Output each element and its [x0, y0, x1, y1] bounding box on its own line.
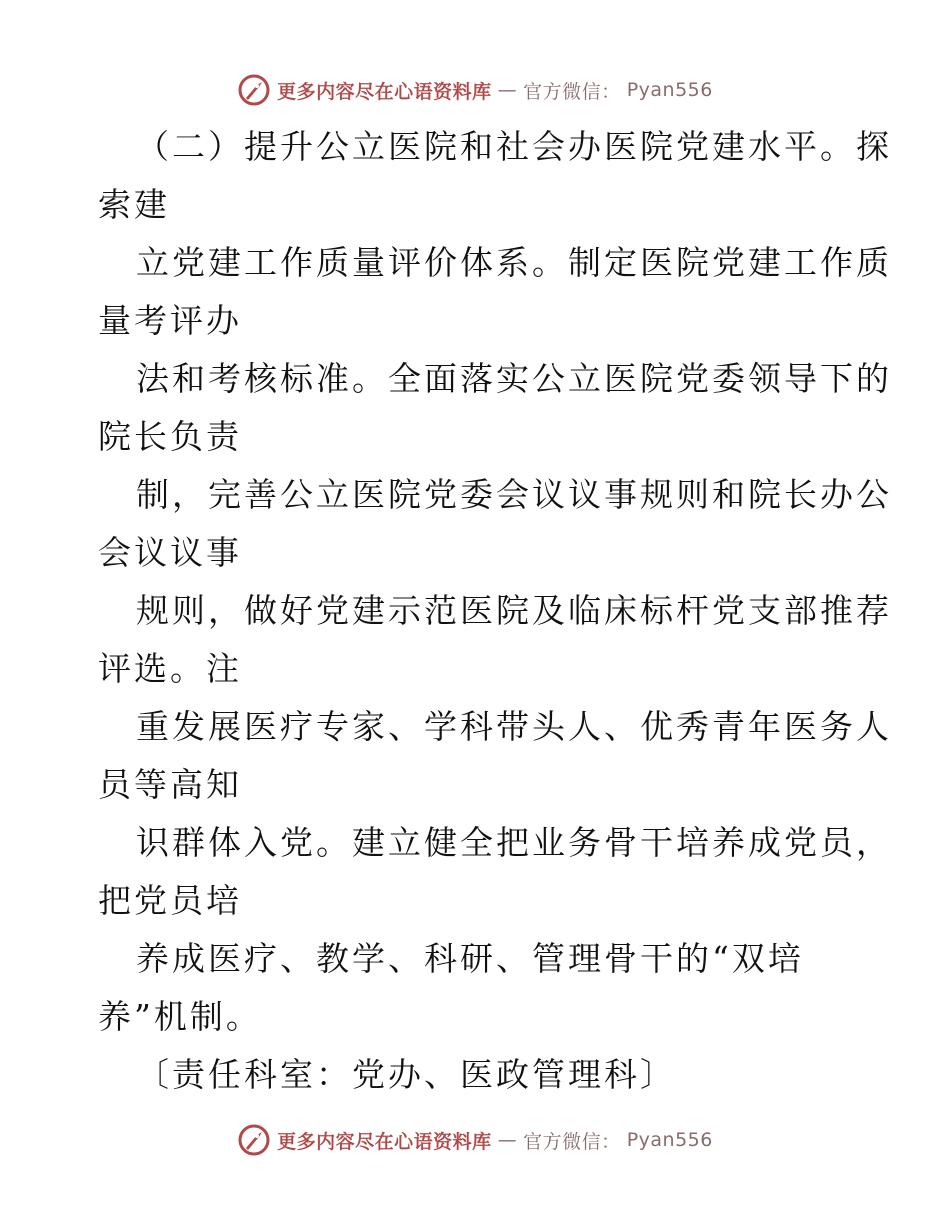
watermark-brand: 更多内容尽在心语资料库: [277, 80, 492, 103]
line-tail: 员等高知: [98, 765, 242, 804]
line-tail: 会议议事: [98, 533, 242, 572]
line-tail: 把党员培: [98, 881, 242, 920]
paragraph-line-6: [98, 698, 892, 814]
paragraph-line-3: [98, 350, 892, 466]
line-lead: 养成医疗、教学、科研、管理骨干的“双培: [136, 939, 804, 978]
line-lead: （二）提升公立医院和社会办医院党建水平。探: [136, 127, 892, 166]
footer-watermark: [0, 1120, 950, 1160]
line-lead: 法和考核标准。全面落实公立医院党委领导下的: [136, 359, 892, 398]
line-lead: 重发展医疗专家、学科带头人、优秀青年医务人: [136, 707, 892, 746]
header-watermark: [0, 70, 950, 110]
line-tail: 院长负责: [98, 417, 242, 456]
document-body: [98, 118, 892, 1104]
watermark-dash: —: [497, 1129, 518, 1151]
line-lead: 立党建工作质量评价体系。制定医院党建工作质: [136, 243, 892, 282]
responsible-department-note: 〔责任科室：党办、医政管理科〕: [136, 1055, 676, 1094]
paragraph-line-7: [98, 814, 892, 930]
line-lead: 识群体入党。建立健全把业务骨干培养成党员，: [136, 823, 892, 862]
paragraph-line-8: [98, 930, 858, 1046]
watermark-brand: 更多内容尽在心语资料库: [277, 1130, 492, 1153]
line-tail: 量考评办: [98, 301, 242, 340]
line-tail: 评选。注: [98, 649, 242, 688]
paragraph-line-5: [98, 582, 892, 698]
paragraph-line-4: [98, 466, 892, 582]
watermark-official: 官方微信：: [523, 80, 621, 103]
pen-nib-logo-icon: [237, 73, 271, 107]
watermark-dash: —: [497, 79, 518, 101]
paragraph-line-1: [98, 118, 892, 234]
line-lead: 制，完善公立医院党委会议议事规则和院长办公: [136, 475, 892, 514]
watermark-wechat-id: Pyan556: [626, 1129, 713, 1151]
line-lead: 规则，做好党建示范医院及临床标杆党支部推荐: [136, 591, 892, 630]
watermark-official: 官方微信：: [523, 1130, 621, 1153]
watermark-wechat-id: Pyan556: [626, 79, 713, 101]
line-tail: 养”机制。: [98, 997, 262, 1036]
paragraph-line-2: [98, 234, 892, 350]
pen-nib-logo-icon: [237, 1123, 271, 1157]
line-tail: 索建: [98, 185, 170, 224]
